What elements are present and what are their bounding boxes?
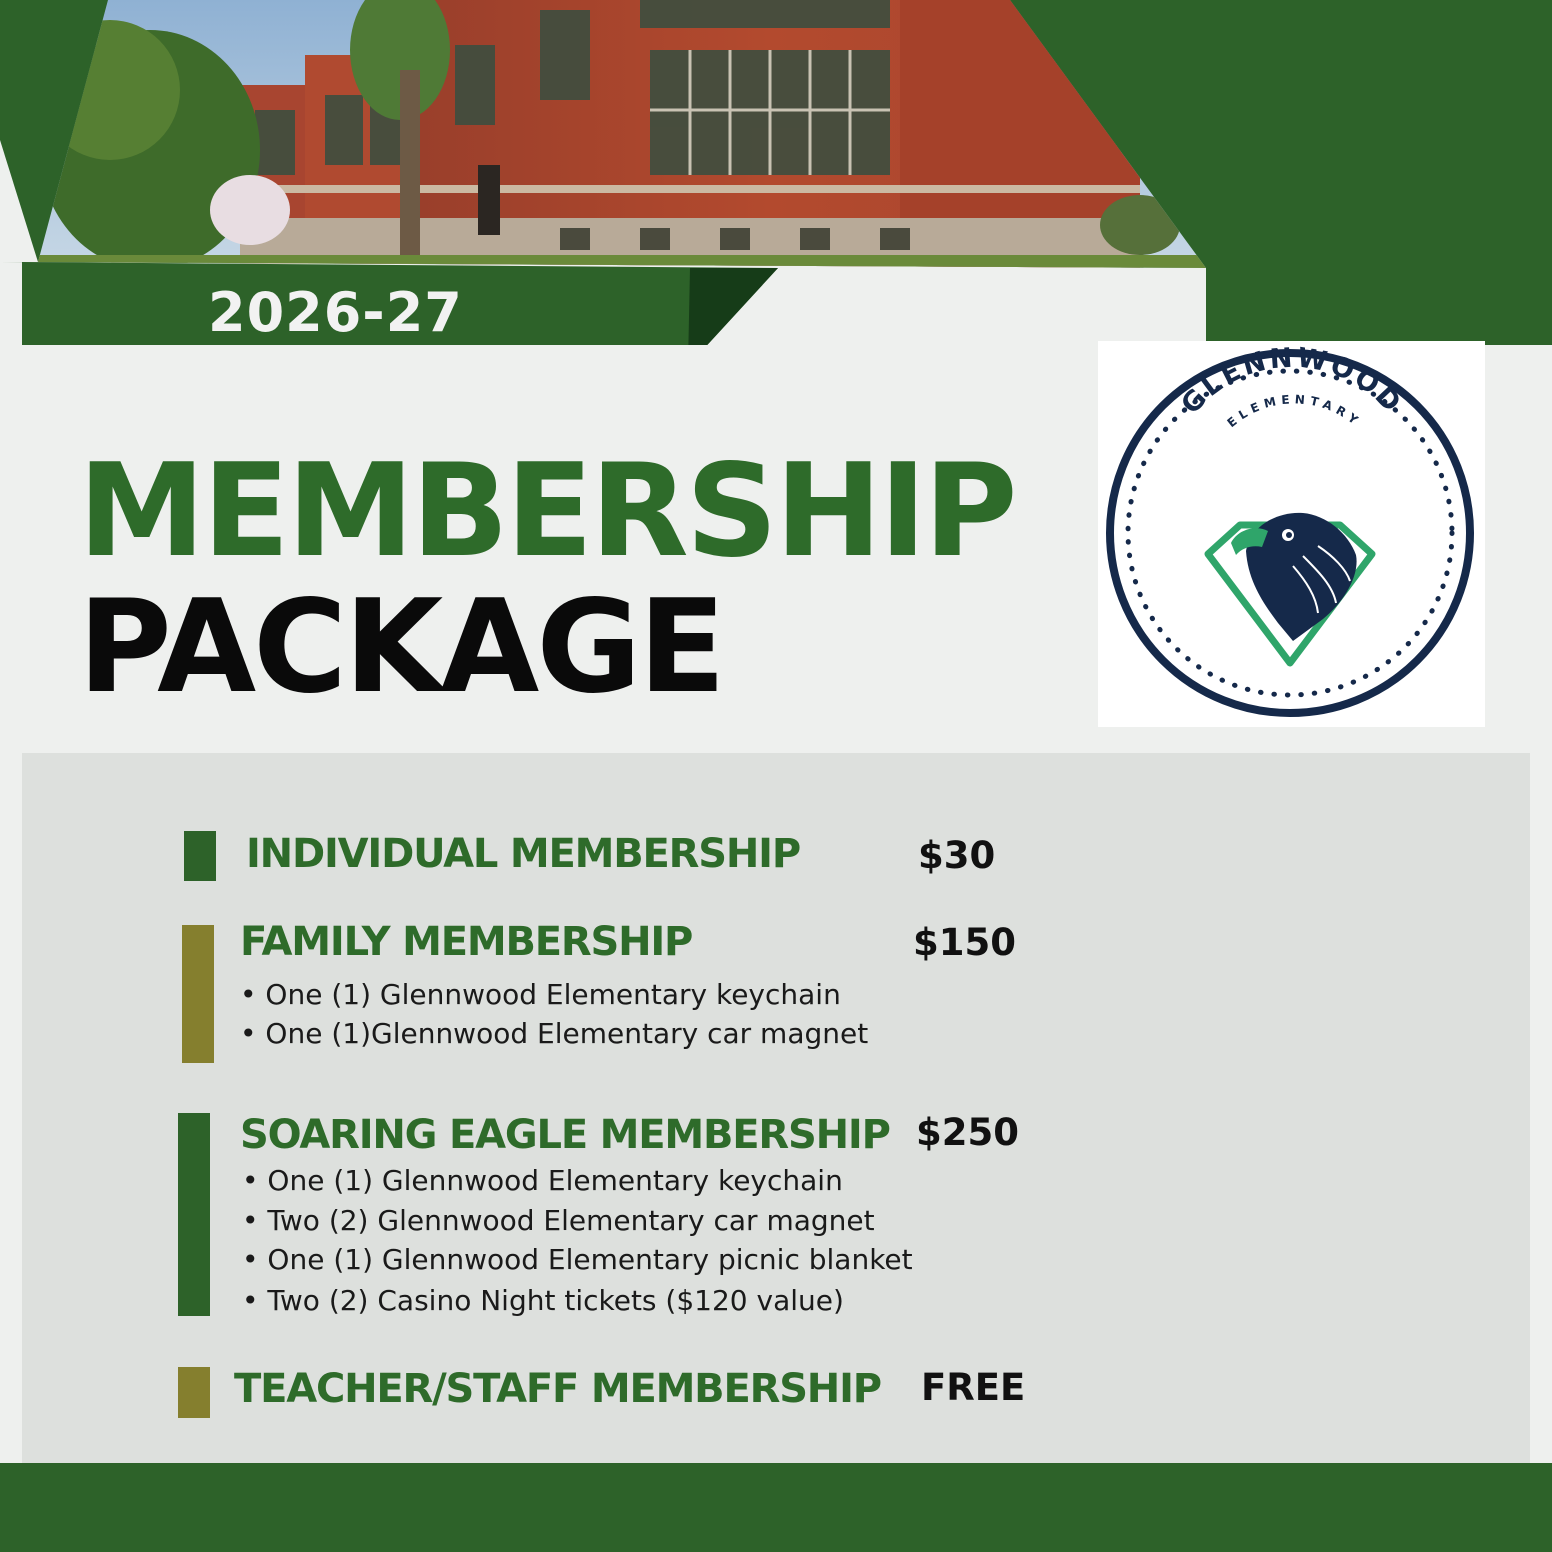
year-label: 2026-27 <box>208 281 463 344</box>
eagle-logo-icon <box>1098 341 1485 727</box>
tier-name-family: FAMILY MEMBERSHIP <box>240 919 693 965</box>
tier-marker-soaring-eagle <box>178 1113 210 1316</box>
perk-item: • Two (2) Casino Night tickets ($120 value) <box>242 1284 844 1317</box>
tier-marker-family <box>182 925 214 1063</box>
perk-item: • One (1)Glennwood Elementary car magnet <box>240 1017 869 1050</box>
page-title-line-1: MEMBERSHIP <box>78 437 1015 586</box>
logo-name: GLENNWOOD <box>1175 342 1409 421</box>
tier-name-soaring-eagle: SOARING EAGLE MEMBERSHIP <box>240 1112 890 1158</box>
footer-band <box>0 1463 1552 1552</box>
logo-subtitle: ELEMENTARY <box>1224 392 1365 431</box>
perk-item: • One (1) Glennwood Elementary picnic blanket <box>242 1243 913 1276</box>
perk-item: • Two (2) Glennwood Elementary car magnet <box>242 1204 875 1237</box>
tier-name-individual: INDIVIDUAL MEMBERSHIP <box>246 831 800 877</box>
tier-marker-teacher-staff <box>178 1367 210 1418</box>
tier-price-individual: $30 <box>918 834 996 877</box>
tier-name-teacher-staff: TEACHER/STAFF MEMBERSHIP <box>234 1366 881 1412</box>
membership-tiers-panel <box>22 753 1530 1463</box>
tier-price-family: $150 <box>913 921 1016 964</box>
tier-marker-individual <box>184 831 216 881</box>
tier-price-soaring-eagle: $250 <box>916 1111 1019 1154</box>
page-title-line-2: PACKAGE <box>78 573 723 722</box>
school-logo <box>1098 341 1485 727</box>
perk-item: • One (1) Glennwood Elementary keychain <box>242 1164 843 1197</box>
tier-price-teacher-staff: FREE <box>921 1366 1026 1409</box>
perk-item: • One (1) Glennwood Elementary keychain <box>240 978 841 1011</box>
